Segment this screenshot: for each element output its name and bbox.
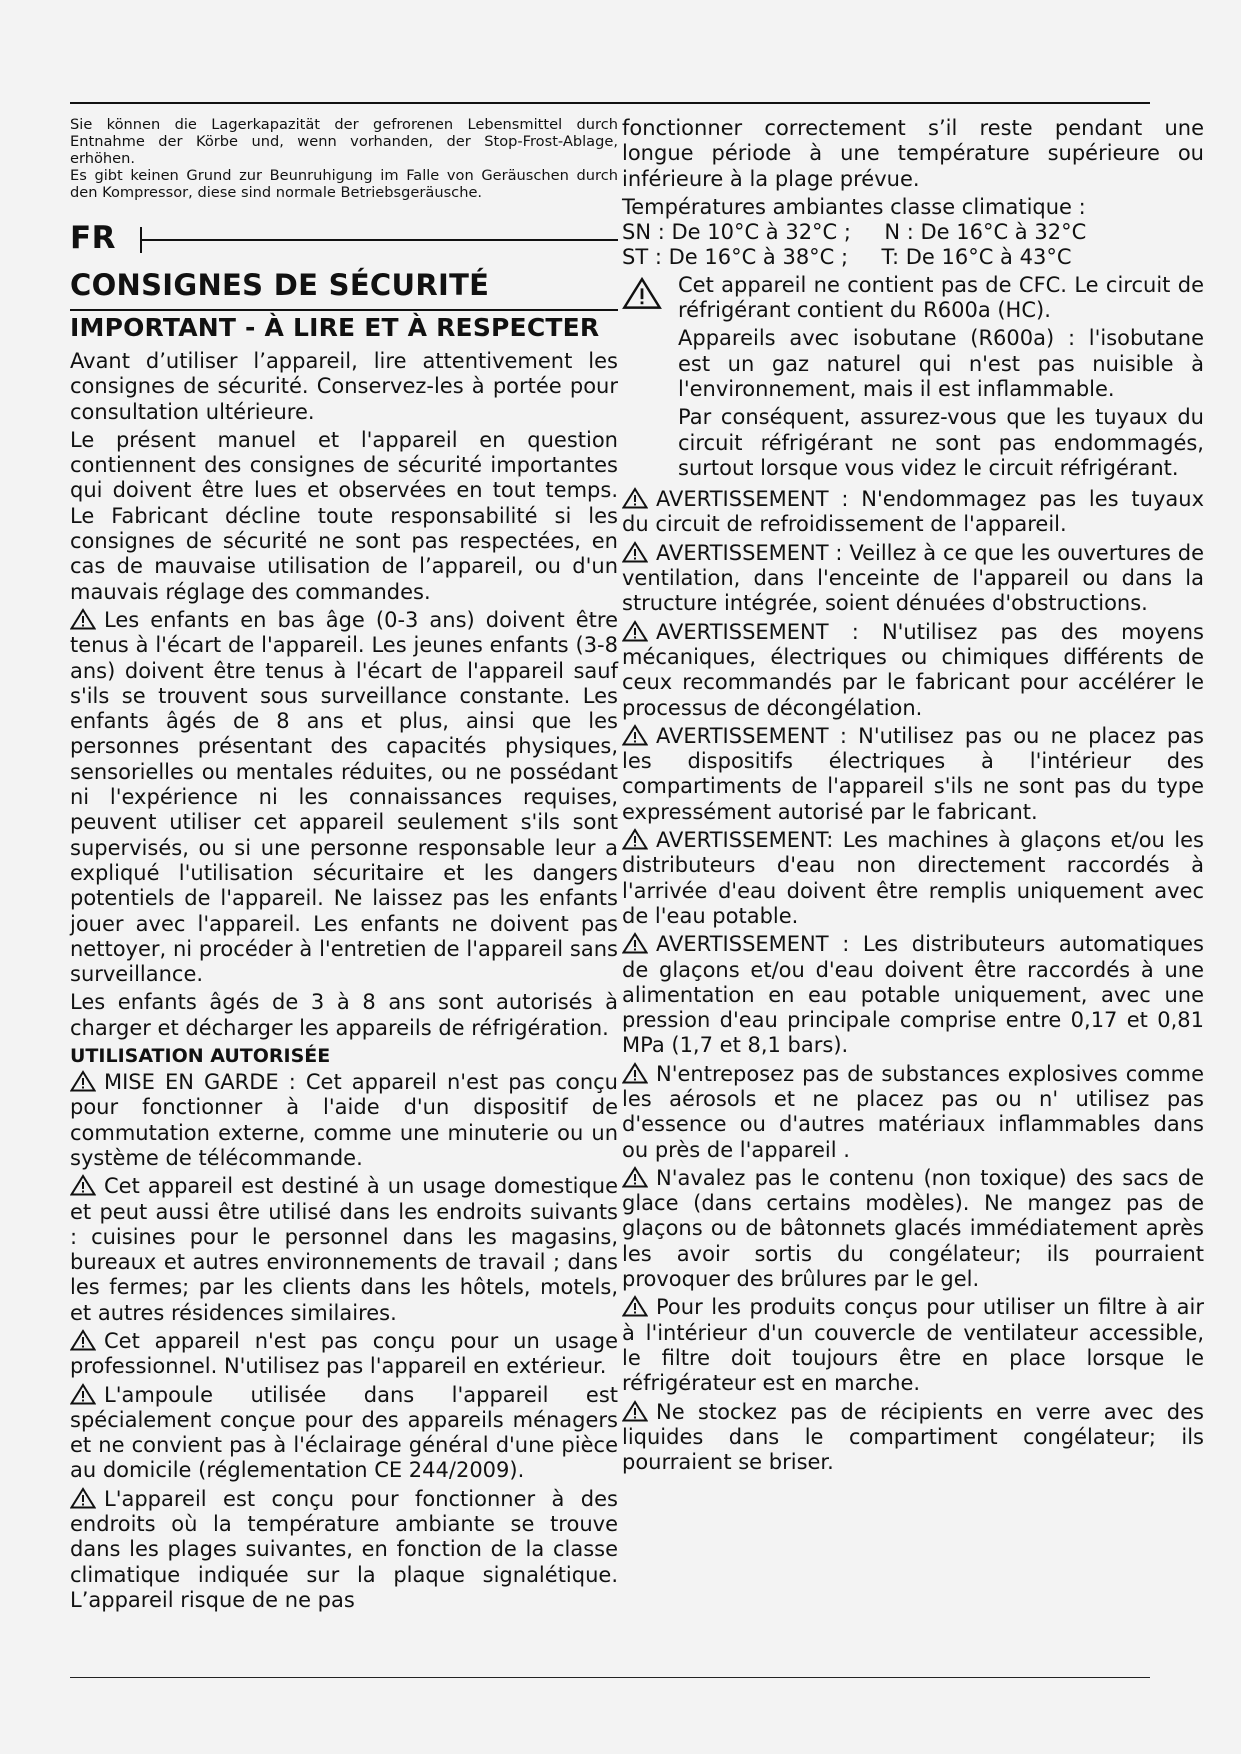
warning-explosives (622, 1062, 1204, 1163)
warning-icon (622, 1062, 648, 1084)
paragraph-professional-use (70, 1329, 618, 1380)
warning-ice-bags (622, 1166, 1204, 1292)
warning-icon (70, 608, 96, 630)
language-marker (70, 219, 618, 257)
warning-icon (70, 1487, 96, 1509)
warning-icon (622, 1166, 648, 1188)
cfc-paragraph: Cet appareil ne contient pas de CFC. Le circuit de réfrigérant contient du R600a (HC). (678, 272, 1204, 323)
paragraph-manual: Le présent manuel et l'appareil en question contiennent des consignes de sécurité importantes qui doivent être lues et observées en tout temps. Le Fabricant décline toute responsabilité si les consignes de sécurité ne sont pas respectées, en cas de mauvaise utilisation de l’appareil, ou d'un mauvais réglage des commandes. (70, 427, 618, 604)
warning-glass (622, 1400, 1204, 1476)
german-intro-paragraph: Sie können die Lagerkapazität der gefrorenen Lebensmittel durch Entnahme der Körbe und, wenn vorhanden, der Stop-Frost-Ablage, erhöhen. (70, 116, 618, 167)
german-intro-paragraph: Es gibt keinen Grund zur Beunruhigung im Falle von Geräuschen durch den Kompressor, diese sind normale Betriebsgeräusche. (70, 167, 618, 201)
language-divider (140, 239, 618, 241)
warning-air-filter-text: Pour les produits conçus pour utiliser un filtre à air à l'intérieur d'un couvercle de ventilateur accessible, le filtre doit toujours être en place lorsque le réfrigérateur est en marche. (622, 1295, 1204, 1396)
language-code: FR (70, 220, 117, 256)
warning-ventilation (622, 541, 1204, 617)
warning-defrost-text: AVERTISSEMENT : N'utilisez pas des moyens mécaniques, électriques ou chimiques différents de ceux recommandés par le fabricant pour accélérer le processus de décongélation. (622, 619, 1204, 720)
warning-icon (622, 1295, 648, 1317)
warning-icemaker (622, 828, 1204, 929)
top-rule (70, 102, 1150, 104)
warning-icon (70, 1329, 96, 1351)
warning-defrost (622, 620, 1204, 721)
paragraph-climate (70, 1487, 618, 1613)
warning-timer-text: MISE EN GARDE : Cet appareil n'est pas conçu pour fonctionner à l'aide d'un dispositif de commutation externe, comme une minuterie ou un système de télécommande. (70, 1070, 618, 1170)
climate-text: L'appareil est conçu pour fonctionner à des endroits où la température ambiante se trouve dans les plages suivantes, en fonction de la classe climatique indiquée sur la plaque signalétique. L’appareil risque de ne pas (70, 1486, 618, 1612)
warning-ventilation-text: AVERTISSEMENT : Veillez à ce que les ouvertures de ventilation, dans l'enceinte de l'appareil ou dans la structure intégrée, soient dénuées d'obstructions. (622, 540, 1204, 616)
warning-icon (622, 276, 662, 310)
climate-line: SN : De 10°C à 32°C ; N : De 16°C à 32°C (622, 220, 1087, 245)
warning-icon (622, 932, 648, 954)
page-title: CONSIGNES DE SÉCURITÉ (70, 268, 490, 302)
paragraph-continued: fonctionner correctement s’il reste pendant une longue période à une température supérieure ou inférieure à la plage prévue. (622, 116, 1204, 191)
paragraph-children-loading: Les enfants âgés de 3 à 8 ans sont autorisés à charger et décharger les appareils de réfrigération. (70, 990, 618, 1040)
warning-icemaker-text: AVERTISSEMENT: Les machines à glaçons et/ou les distributeurs d'eau non directement raccordés à l'arrivée d'eau doivent être remplis uniquement avec de l'eau potable. (622, 828, 1204, 928)
warning-glass-text: Ne stockez pas de récipients en verre avec des liquides dans le compartiment congélateur; ils pourraient se briser. (622, 1399, 1204, 1475)
left-column (70, 116, 618, 1616)
warning-icon (622, 1400, 648, 1422)
cfc-paragraph: Appareils avec isobutane (R600a) : l'isobutane est un gaz naturel qui n'est pas nuisible à l'environnement, mais il est inflammable. (678, 326, 1204, 401)
bottom-rule (70, 1677, 1150, 1678)
warning-icon (70, 1383, 96, 1405)
warning-icon (70, 1174, 96, 1196)
paragraph-warning-timer (70, 1070, 618, 1171)
warning-icon (622, 620, 648, 642)
cfc-block (622, 273, 1204, 481)
warning-water-pressure-text: AVERTISSEMENT : Les distributeurs automatiques de glaçons et/ou d'eau doivent être raccordés à une alimentation en eau potable uniquement, avec une pression d'eau principale comprise entre 0,17 et 0,81 MPa (1,7 et 8,1 bars). (622, 932, 1204, 1058)
warning-icon (622, 828, 648, 850)
climate-heading: Températures ambiantes classe climatique : (622, 194, 1086, 219)
usage-heading: UTILISATION AUTORISÉE (70, 1045, 331, 1068)
cfc-paragraph: Par conséquent, assurez-vous que les tuyaux du circuit réfrigérant ne sont pas endommagés, surtout lorsque vous videz le circuit réfrigérant. (678, 405, 1204, 480)
warning-icon (622, 724, 648, 746)
warning-electrical-text: AVERTISSEMENT : N'utilisez pas ou ne placez pas les dispositifs électriques à l'intérieur des compartiments de l'appareil s'ils ne sont pas du type expressément autorisé par le fabricant. (622, 723, 1204, 824)
paragraph-children (70, 608, 618, 987)
professional-use-text: Cet appareil n'est pas conçu pour un usage professionnel. N'utilisez pas l'appareil en extérieur. (70, 1328, 618, 1379)
warning-pipes-text: AVERTISSEMENT : N'endommagez pas les tuyaux du circuit de refroidissement de l'appareil. (622, 487, 1204, 537)
paragraph-domestic-use (70, 1174, 618, 1326)
warning-icon (622, 487, 648, 509)
german-intro (70, 116, 618, 201)
warning-electrical (622, 724, 1204, 825)
bulb-text: L'ampoule utilisée dans l'appareil est spécialement conçue pour des appareils ménagers et ne convient pas à l'éclairage général d'une pièce au domicile (réglementation CE 244/2009). (70, 1382, 618, 1483)
climate-line: ST : De 16°C à 38°C ; T: De 16°C à 43°C (622, 245, 1072, 270)
warning-icon (70, 1070, 96, 1092)
right-column (622, 116, 1204, 1478)
warning-air-filter (622, 1295, 1204, 1396)
domestic-use-text: Cet appareil est destiné à un usage domestique et peut aussi être utilisé dans les endroits suivants : cuisines pour le personnel dans les magasins, bureaux et autres environnements de travail ; dans les fermes; par les clients dans les hôtels, motels, et autres résidences similaires. (70, 1174, 618, 1325)
warning-ice-bags-text: N'avalez pas le contenu (non toxique) des sacs de glace (dans certains modèles). Ne mangez pas de glaçons ou de bâtonnets glacés immédiatement après les avoir sortis du congélateur; ils pourraient provoquer des brûlures par le gel. (622, 1165, 1204, 1292)
warning-explosives-text: N'entreposez pas de substances explosives comme les aérosols et ne placez pas ou n' utilisez pas d'essence ou d'autres matériaux inflammables dans ou près de l'appareil . (622, 1061, 1204, 1162)
paragraph-intro: Avant d’utiliser l’appareil, lire attentivement les consignes de sécurité. Conservez-les à portée pour consultation ultérieure. (70, 349, 618, 424)
warning-water-pressure (622, 932, 1204, 1058)
warning-icon (622, 541, 648, 563)
warning-pipes (622, 487, 1204, 538)
page-subtitle: IMPORTANT - À LIRE ET À RESPECTER (70, 309, 618, 343)
paragraph-bulb (70, 1383, 618, 1484)
left-body (70, 349, 618, 1613)
children-text: Les enfants en bas âge (0-3 ans) doivent être tenus à l'écart de l'appareil. Les jeunes enfants (3-8 ans) doivent être tenus à l'écart de l'appareil sauf s'ils se trouvent sous surveillance constante. Les enfants âgés de 8 ans et plus, ainsi que les personnes présentant des capacités physiques, sensorielles ou mentales réduites, ou ne possédant ni l'expérience ni les connaissances requises, peuvent utiliser cet appareil seulement s'ils sont supervisés, ou si une personne responsable leur a expliqué l'utilisation sécuritaire et les dangers potentiels de l'appareil. Ne laissez pas les enfants jouer avec l'appareil. Les enfants ne doivent pas nettoyer, ni procéder à l'entretien de l'appareil sans surveillance. (70, 607, 618, 987)
